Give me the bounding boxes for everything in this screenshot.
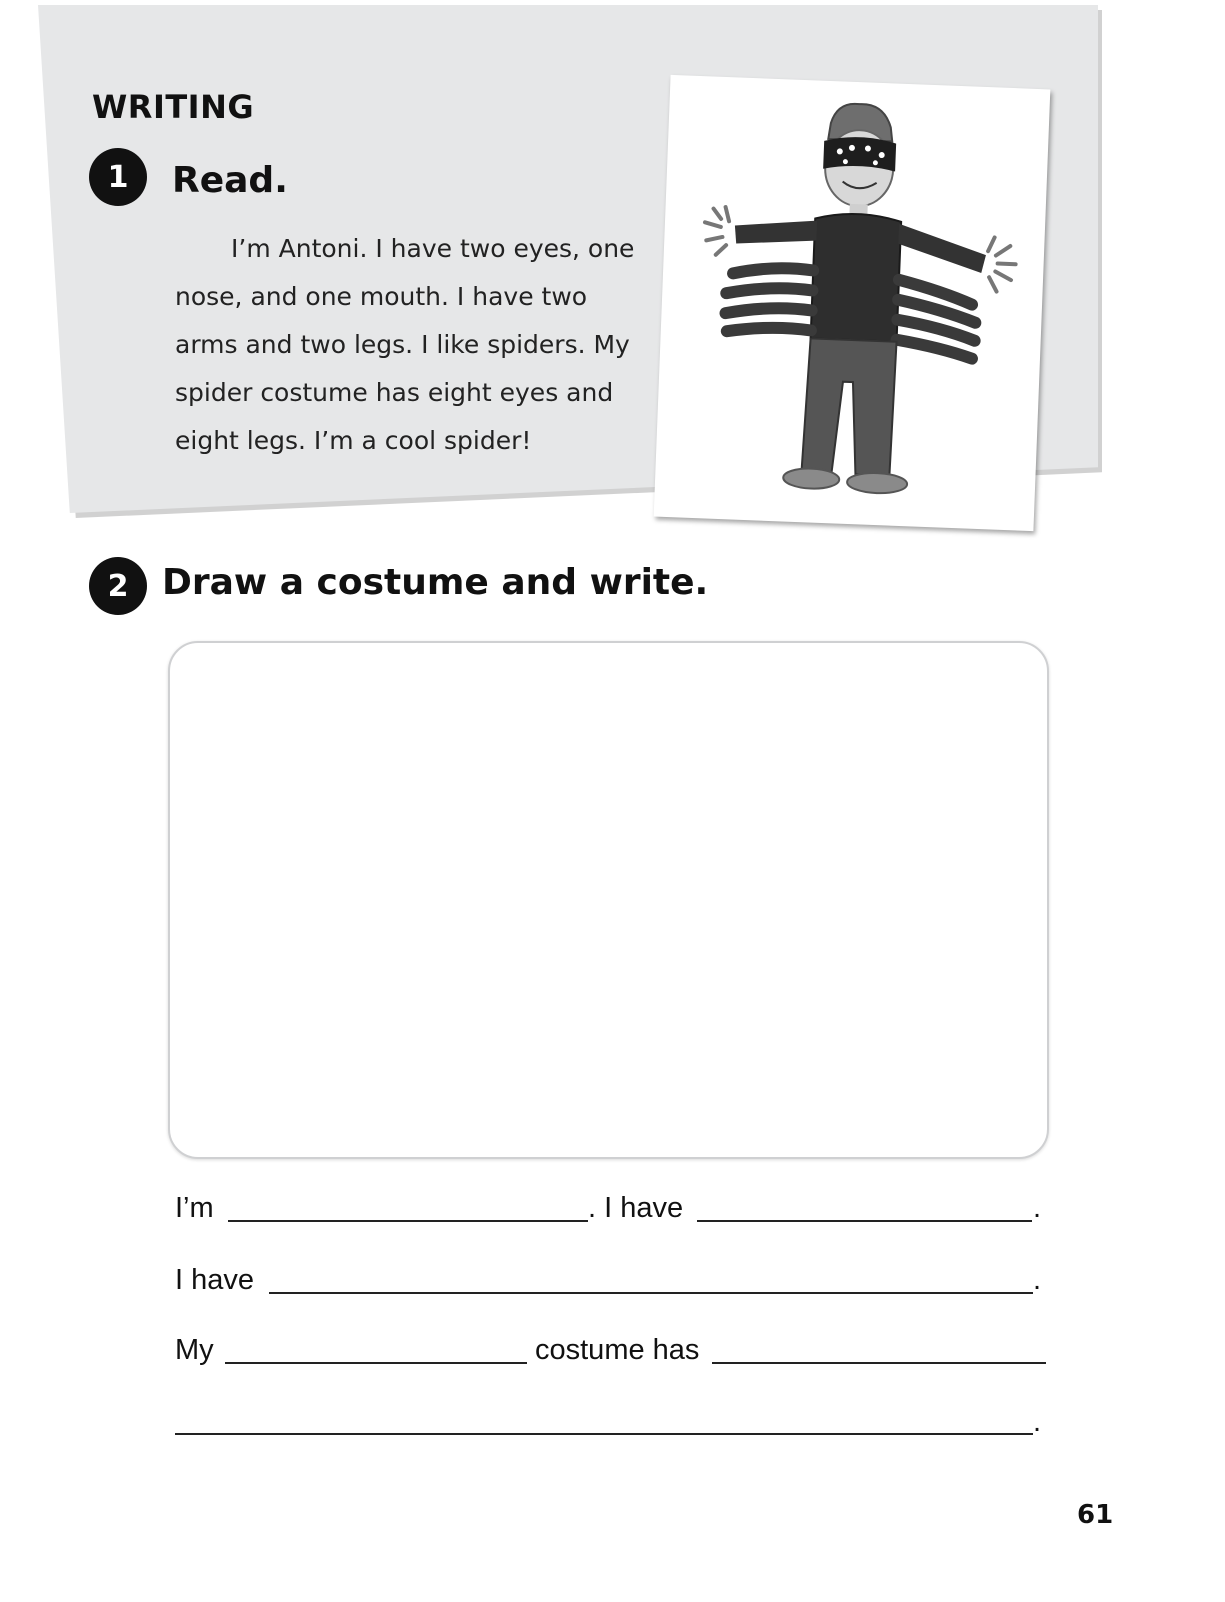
page-number: 61: [1077, 1500, 1114, 1530]
line3-mid: costume has: [535, 1334, 700, 1366]
costume-photo: [654, 75, 1051, 531]
blank-costume-has[interactable]: [712, 1362, 1046, 1364]
line2-end: .: [1033, 1264, 1042, 1296]
task-1-title: Read.: [172, 160, 288, 201]
line1-end: .: [1033, 1192, 1042, 1224]
line3-start: My: [175, 1334, 214, 1366]
line2-start: I have: [175, 1264, 254, 1296]
child-spider-costume-drawing-icon: [654, 75, 1051, 531]
section-label: WRITING: [92, 88, 255, 126]
task-2-title: Draw a costume and write.: [162, 562, 709, 603]
task-1-number: 1: [89, 148, 147, 206]
blank-name[interactable]: [228, 1220, 588, 1222]
line1-start: I’m: [175, 1192, 214, 1224]
blank-continuation[interactable]: [175, 1433, 1033, 1435]
drawing-area[interactable]: [168, 641, 1049, 1159]
line4-end: .: [1033, 1406, 1042, 1438]
blank-have-2[interactable]: [269, 1292, 1033, 1294]
story-text: [175, 225, 655, 465]
blank-have-1[interactable]: [697, 1220, 1032, 1222]
line1-mid: . I have: [588, 1192, 684, 1224]
blank-costume-name[interactable]: [225, 1362, 527, 1364]
story-paragraph: I’m Antoni. I have two eyes, one nose, and one mouth. I have two arms and two legs. I like spiders. My spider costume has eight eyes and eight legs. I’m a cool spider!: [175, 234, 635, 455]
task-2-number: 2: [89, 557, 147, 615]
